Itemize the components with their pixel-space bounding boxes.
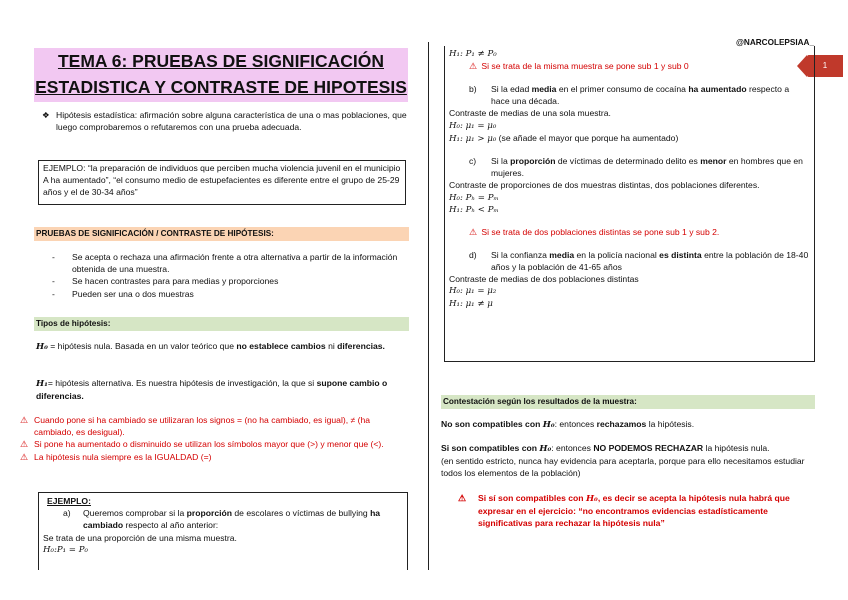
warning-item: ⚠ Si pone ha aumentado o disminuido se utilizan los símbolos mayor que (>) y menor que (<). [20,439,384,450]
warning-icon: ⚠ [458,493,467,503]
example-c-math-1: H₀: Pₕ = Pₘ [449,192,499,203]
column-divider [428,42,429,570]
example2-item-a: a) Queremos comprobar si la proporción de escolares o víctimas de bullying ha cambiado respecto al año anterior: [63,508,381,531]
warning-icon: ⚠ [20,415,29,425]
example-item-d: d) Si la confianza media en la policía nacional es distinta entre la población de 18-40 años y la población de 41-65 años [469,249,809,272]
example-d-math-1: H₀: μ₁ = μ₂ [449,286,497,297]
warning-two-populations: ⚠ Si se trata de dos poblaciones distintas se pone sub 1 y sub 2. [469,227,720,237]
example-c-math-2: H₁: Pₕ < Pₘ [449,204,499,215]
no-compatible-text: No son compatibles con H₀: entonces rechazamos la hipótesis. [441,419,695,430]
example-b-math-2: H₁: μ₁ > μ₀ (se añade el mayor que porque ha aumentado) [449,132,679,144]
final-warning: ⚠ Si sí son compatibles con H₀, es decir se acepta la hipótesis nula habrá que expresar en el ejercicio: “no encontramos evidencias estadísticamente significativas para rechazar la hipótesis nula” [458,493,790,529]
list-item: - Se hacen contrastes para para medias y proporciones [52,276,279,287]
h1-definition: H₁= hipótesis alternativa. Es nuestra hipótesis de investigación, la que si supone cambio o diferencias. [36,378,388,402]
hypothesis-definition [42,109,408,133]
warning-same-sample: ⚠ Si se trata de la misma muestra se pone sub 1 y sub 0 [469,61,689,72]
example-item-c: c) Si la proporción de víctimas de determinado delito es menor en hombres que en mujeres. [469,155,803,179]
diamond-bullet-icon: ❖ [42,110,50,120]
pruebas-list [52,251,408,300]
warning-icon: ⚠ [469,61,478,72]
section-tipos: Tipos de hipótesis: [34,317,409,331]
examples-continued-box [444,46,815,362]
warnings-list [20,414,408,464]
title-line-2: ESTADISTICA Y CONTRASTE DE HIPOTESIS [35,77,407,97]
page-number-badge: 1 [807,55,843,77]
section-contestacion: Contestación según los resultados de la muestra: [441,395,815,409]
example-b-math-1: H₀: μ₁ = μ₀ [449,120,497,131]
h0-definition: H₀ = hipótesis nula. Basada en un valor teórico que no establece cambios ni diferencias. [36,341,385,352]
h1-a: H₁: P₁ ≠ P₀ [449,49,497,59]
warning-icon: ⚠ [20,439,29,450]
example2-text: Se trata de una proporción de una misma muestra. [43,532,237,543]
example-d-math-2: H₁: μ₁ ≠ μ [449,298,493,309]
example2-box [38,492,408,570]
si-compatible-text: Si son compatibles con H₀: entonces NO PODEMOS RECHAZAR la hipótesis nula. (en sentido estricto, nunca hay evidencia para aceptarla, porque para ello necesitamos estudiar todos los elementos de la población) [441,443,805,479]
section-pruebas: PRUEBAS DE SIGNIFICACIÓN / CONTRASTE DE HIPÓTESIS: [34,227,409,241]
example-item-b: b) Si la edad media en el primer consumo de cocaína ha aumentado respecto a hace una década. [469,83,790,107]
warning-icon: ⚠ [20,452,29,463]
author-handle: @NARCOLEPSIAA_ [735,38,814,47]
warning-item: ⚠ La hipótesis nula siempre es la IGUALDAD (=) [20,452,212,463]
title-line-1: TEMA 6: PRUEBAS DE SIGNIFICACIÓN [57,51,385,71]
list-item: - Se acepta o rechaza una afirmación frente a otra alternativa a partir de la información obtenida de una muestra. [52,252,398,275]
page-title [34,48,408,102]
example-box: EJEMPLO: “la preparación de individuos que perciben mucha violencia juvenil en el municipio A ha aumentado”, “el consumo medio de estupefacientes es diferente entre el grupo de 25-29 años y el de 30-34 años” [38,160,406,205]
example2-heading: EJEMPLO: [47,496,91,506]
example2-math: H₀:P₁ = P₀ [43,544,88,555]
list-item: - Pueden ser una o dos muestras [52,288,194,299]
warning-icon: ⚠ [469,227,478,237]
warning-item: ⚠ Cuando pone si ha cambiado se utilizaran los signos = (no ha cambiado, es igual), ≠ (ha cambiado, es desigual). [20,415,371,438]
example-b-text: Contraste de medias de una sola muestra. [449,108,611,119]
example-d-text: Contraste de medias de dos poblaciones distintas [449,274,639,285]
example-c-text: Contraste de proporciones de dos muestras distintas, dos poblaciones diferentes. [449,180,760,191]
hypothesis-definition-text: Hipótesis estadística: afirmación sobre alguna característica de una o mas poblaciones, que luego comprobaremos o refutaremos con una prueba adecuada. [56,110,407,133]
